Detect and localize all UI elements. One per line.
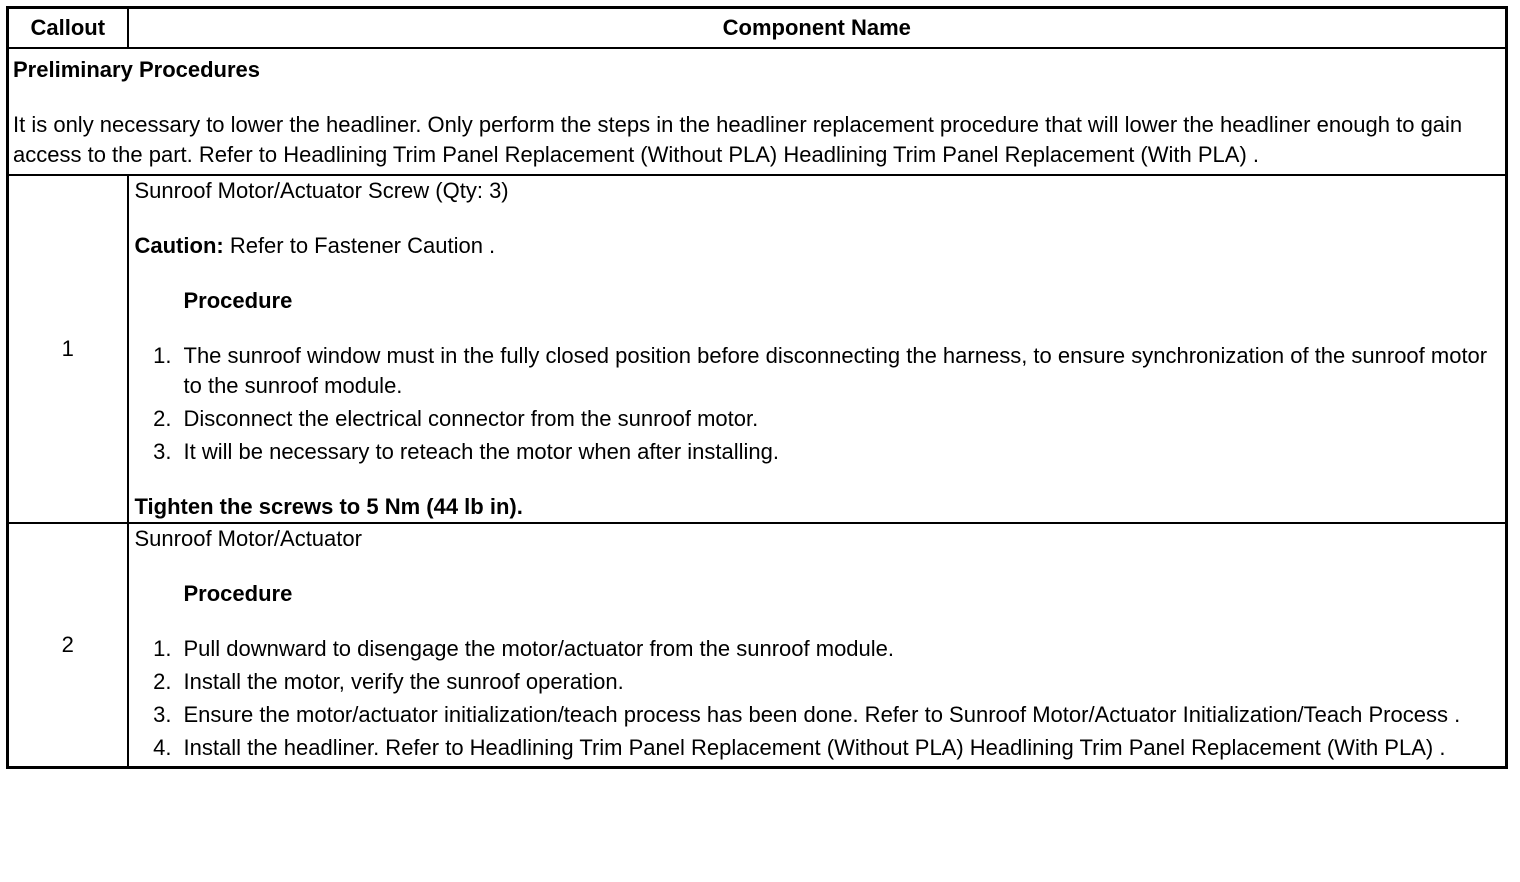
step-number: 3.	[153, 702, 172, 727]
step-text: Pull downward to disengage the motor/actuator from the sunroof module.	[183, 636, 895, 661]
caution-note	[135, 231, 1500, 261]
component-cell	[128, 523, 1507, 768]
list-item	[153, 733, 1500, 763]
preliminary-text: It is only necessary to lower the headliner. Only perform the steps in the headliner replacement procedure that will lower the headliner enough to gain access to the part. Refer to Headlining Trim Panel Replacement (Without PLA) Headlining Trim Panel Replacement (With PLA) .	[13, 112, 1463, 167]
preliminary-title: Preliminary Procedures	[13, 57, 261, 82]
list-item	[153, 634, 1500, 664]
step-text: The sunroof window must in the fully closed position before disconnecting the harness, to ensure synchronization of the sunroof motor to the sunroof module.	[183, 343, 1488, 398]
list-item	[153, 404, 1500, 434]
table-row	[8, 175, 1507, 523]
component-name-header: Component Name	[128, 8, 1507, 49]
preliminary-row	[8, 48, 1507, 175]
step-text: It will be necessary to reteach the motor when after installing.	[183, 439, 780, 464]
component-title: Sunroof Motor/Actuator	[134, 526, 362, 551]
procedure-steps	[135, 341, 1500, 467]
step-number: 2.	[153, 406, 172, 431]
step-number: 4.	[153, 735, 172, 760]
list-item	[153, 437, 1500, 467]
component-table	[6, 6, 1508, 769]
callout-cell: 2	[8, 523, 128, 768]
procedure-heading: Procedure	[183, 581, 293, 606]
step-number: 1.	[153, 636, 172, 661]
callout-header: Callout	[8, 8, 128, 49]
procedure-steps	[135, 634, 1500, 763]
step-text: Install the headliner. Refer to Headlining Trim Panel Replacement (Without PLA) Headlining Trim Panel Replacement (With PLA) .	[183, 735, 1446, 760]
caution-label: Caution:	[134, 233, 224, 258]
callout-cell: 1	[8, 175, 128, 523]
table-header-row	[8, 8, 1507, 49]
procedure-heading: Procedure	[183, 288, 293, 313]
preliminary-cell	[8, 48, 1507, 175]
list-item	[153, 700, 1500, 730]
torque-spec: Tighten the screws to 5 Nm (44 lb in).	[134, 494, 523, 519]
list-item	[153, 341, 1500, 401]
component-title: Sunroof Motor/Actuator Screw (Qty: 3)	[134, 178, 509, 203]
table-row	[8, 523, 1507, 768]
step-text: Ensure the motor/actuator initialization/teach process has been done. Refer to Sunroof Motor/Actuator Initialization/Teach Process .	[183, 702, 1461, 727]
list-item	[153, 667, 1500, 697]
step-number: 2.	[153, 669, 172, 694]
component-cell	[128, 175, 1507, 523]
step-text: Disconnect the electrical connector from the sunroof motor.	[183, 406, 759, 431]
step-number: 1.	[153, 343, 172, 368]
step-text: Install the motor, verify the sunroof operation.	[183, 669, 624, 694]
step-number: 3.	[153, 439, 172, 464]
caution-text: Refer to Fastener Caution .	[223, 233, 496, 258]
